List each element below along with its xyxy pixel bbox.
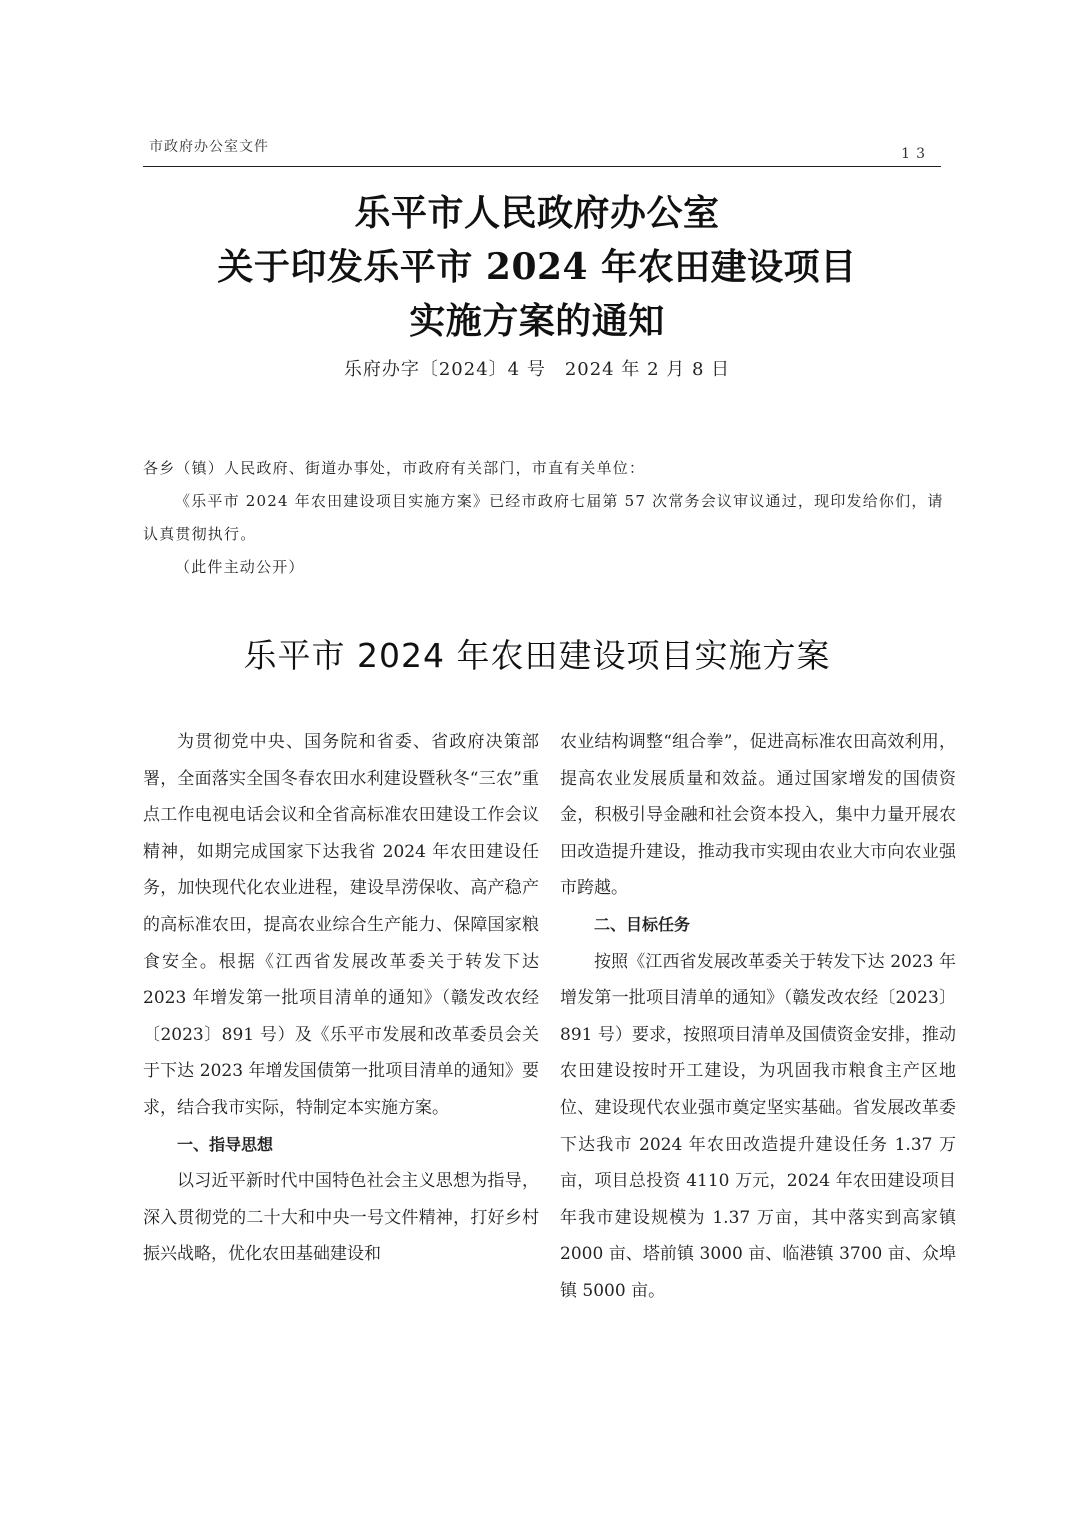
plan-title: 乐平市 2024 年农田建设项目实施方案 [243,636,831,675]
notice-title [0,186,1074,348]
section-heading-guiding-ideology: 一、指导思想 [177,1134,274,1154]
right-column [560,724,956,1310]
page-header [143,134,941,167]
addressee: 各乡（镇）人民政府、街道办事处，市政府有关部门，市直有关单位： [143,459,646,477]
objectives-paragraph: 按照《江西省发展改革委关于转发下达 2023 年增发第一批项目清单的通知》（赣发改农经〔2023〕891 号）要求，按照项目清单及国债资金安排，推动农田建设按时开工建设，为巩固我市粮食主产区地位、建设现代农业强市奠定坚实基础。省发展改革委下达我市 2024 年农田改造提升建设任务 1.37 万亩，项目总投资 4110 万元，2024 年农田建设项目年我市建设规模为 1.37 万亩，其中落实到高家镇 2000 亩、塔前镇 3000 亩、临港镇 3700 亩、众埠镇 5000 亩。 [560,951,956,1301]
guiding-ideology-paragraph-continued: 农业结构调整“组合拳”，促进高标准农田高效利用，提高农业发展质量和效益。通过国家增发的国债资金，积极引导金融和社会资本投入，集中力量开展农田改造提升建设，推动我市实现由农业大市向农业强市跨越。 [560,732,956,899]
disclosure-note: （此件主动公开） [175,558,305,576]
title-line-2: 关于印发乐平市 2024 年农田建设项目 [217,246,857,288]
document-number: 乐府办字〔2024〕4 号 2024 年 2 月 8 日 [343,359,731,380]
page-number: 13 [901,146,931,162]
guiding-ideology-paragraph: 以习近平新时代中国特色社会主义思想为指导，深入贯彻党的二十大和中央一号文件精神，打好乡村振兴战略，优化农田基础建设和 [143,1171,539,1265]
intro-paragraph: 为贯彻党中央、国务院和省委、省政府决策部署，全面落实全国冬春农田水利建设暨秋冬“三农”重点工作电视电话会议和全省高标准农田建设工作会议精神，如期完成国家下达我省 2024 年农田建设任务，加快现代化农业进程，建设旱涝保收、高产稳产的高标准农田，提高农业综合生产能力、保障国家粮食安全。根据《江西省发展改革委关于转发下达 2023 年增发第一批项目清单的通知》（赣发改农经〔2023〕891 号）及《乐平市发展和改革委员会关于下达 2023 年增发国债第一批项目清单的通知》要求，结合我市实际，特制定本实施方案。 [143,732,539,1118]
notice-body [143,452,953,584]
notice-paragraph: 《乐平市 2024 年农田建设项目实施方案》已经市政府七届第 57 次常务会议审议通过，现印发给你们，请认真贯彻执行。 [143,492,944,543]
title-line-3: 实施方案的通知 [409,300,665,342]
header-document-type: 市政府办公室文件 [149,139,269,155]
title-line-1: 乐平市人民政府办公室 [354,192,720,234]
left-column [143,724,539,1273]
section-heading-objectives: 二、目标任务 [594,914,691,934]
